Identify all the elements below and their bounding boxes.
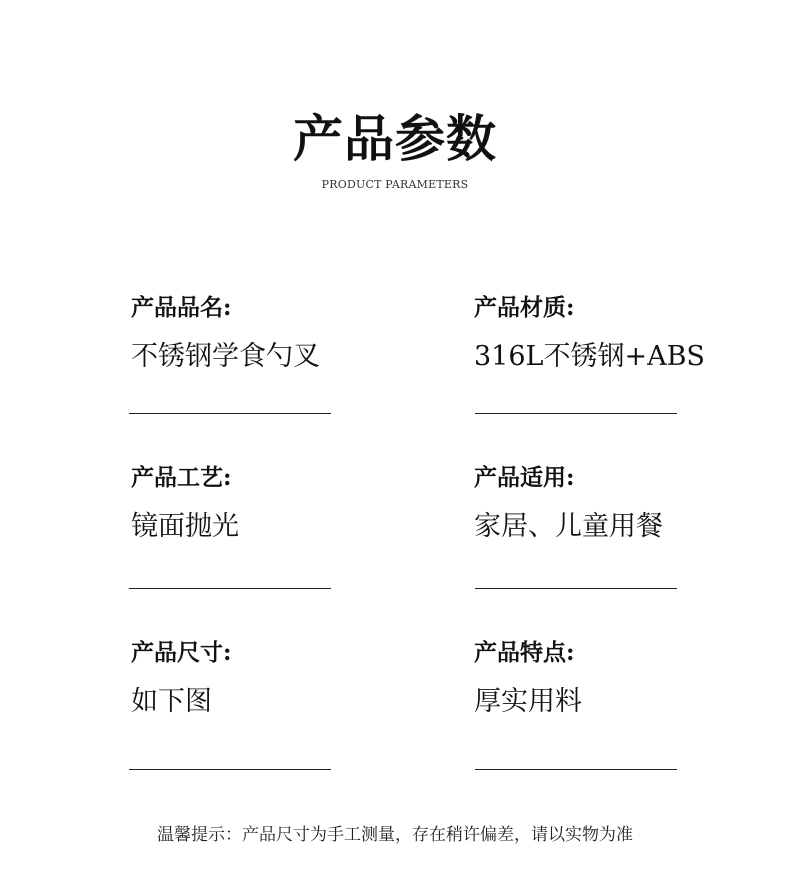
param-value: 镜面抛光 [131, 511, 239, 542]
param-product-name [131, 293, 391, 375]
param-label: 产品品名: [131, 294, 232, 321]
param-label: 产品特点: [474, 639, 575, 666]
divider [129, 769, 331, 770]
param-size [131, 638, 391, 720]
param-craft [131, 463, 391, 545]
page-title: 产品参数 [293, 109, 497, 168]
param-value: 家居、儿童用餐 [474, 511, 663, 542]
param-label: 产品尺寸: [131, 639, 232, 666]
divider [475, 588, 677, 589]
param-value: 不锈钢学食勺叉 [131, 341, 320, 372]
param-value: 如下图 [131, 686, 212, 717]
param-material [474, 293, 734, 375]
param-label: 产品适用: [474, 464, 575, 491]
footer-note: 温馨提示：产品尺寸为手工测量，存在稍许偏差，请以实物为准 [157, 825, 633, 845]
divider [475, 413, 677, 414]
param-feature [474, 638, 734, 720]
param-value: 厚实用料 [474, 686, 582, 717]
page-subtitle: PRODUCT PARAMETERS [321, 178, 469, 191]
divider [129, 413, 331, 414]
param-value: 316L不锈钢+ABS [474, 341, 705, 372]
divider [129, 588, 331, 589]
divider [475, 769, 677, 770]
param-label: 产品工艺: [131, 464, 232, 491]
param-label: 产品材质: [474, 294, 575, 321]
param-usage [474, 463, 734, 545]
